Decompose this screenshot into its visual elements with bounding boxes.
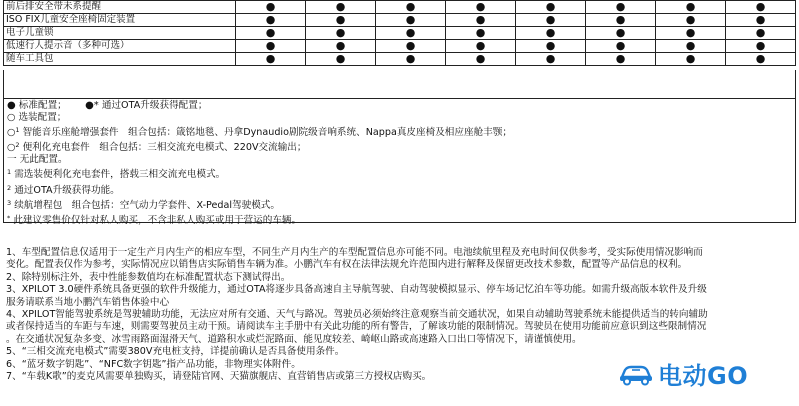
- ota-label: 通过OTA升级获得配置；: [101, 100, 208, 111]
- footnote-2: [7, 182, 792, 197]
- config-value: ●: [376, 40, 446, 53]
- legend-line-standard: [7, 100, 792, 112]
- footnote-4-mark: *: [7, 213, 11, 222]
- note-line: 服务请联系当地小鹏汽车销售体验中心: [6, 296, 170, 308]
- feature-name: 低速行人提示音（多种可选）: [4, 40, 236, 53]
- config-value: ●: [376, 1, 446, 14]
- package-1-text: 智能音乐座舱增强套件 组合包括：箴铭地毯、丹拿Dynaudio剧院级音响系统、Nappa真皮座椅及相应座舱丰颚；: [22, 127, 512, 139]
- footnote-1-mark: 1: [7, 168, 12, 177]
- config-value: ●: [516, 27, 586, 40]
- legend-box: [3, 99, 796, 226]
- logo-text: 电动GO: [658, 361, 749, 390]
- config-value: ●: [376, 14, 446, 27]
- standard-label: 标准配置；: [18, 100, 67, 111]
- spec-table: [3, 0, 796, 66]
- note-line: 或者保持适当的车距与车速，则需要驾驶员主动干预。请阅读车主手册中有关此功能的所有警告，了解该功能的限制情况。驾驶员在使用功能前应意识到这些限制情况: [6, 321, 707, 333]
- footnote-2-mark: 2: [7, 183, 12, 192]
- config-value: ●: [306, 27, 376, 40]
- footnote-2-text: 通过OTA升级获得功能。: [14, 184, 120, 196]
- ota-symbol: ●*: [85, 100, 99, 111]
- footnote-4: [7, 212, 792, 227]
- note-line: 6、“蓝牙数字钥匙”、“NFC数字钥匙”指产品功能，非物理实体附件。: [6, 358, 301, 370]
- table-blank-band: [3, 70, 796, 99]
- config-value: ●: [236, 53, 306, 66]
- config-value: ●: [656, 40, 726, 53]
- config-value: ●: [726, 53, 796, 66]
- footnote-3-mark: 3: [7, 198, 12, 207]
- legend-line-none: [7, 154, 792, 166]
- table-row: [4, 1, 796, 14]
- config-value: ●: [236, 27, 306, 40]
- note-line: 3、XPILOT 3.0硬件系统具备更强的软件升级能力，通过OTA将逐步具备高速自主导航驾驶、自动驾驶模拟显示、停车场记忆泊车等功能。如需升级高版本软件及升级: [6, 284, 707, 296]
- feature-name: 前后排安全带未系提醒: [4, 1, 236, 14]
- legend-line-optional: [7, 112, 792, 124]
- config-value: ●: [236, 14, 306, 27]
- config-value: ●: [516, 1, 586, 14]
- spec-table-body: [4, 1, 796, 66]
- config-value: ●: [236, 40, 306, 53]
- config-value: ●: [656, 27, 726, 40]
- config-value: ●: [306, 1, 376, 14]
- config-value: ●: [656, 1, 726, 14]
- table-row: [4, 27, 796, 40]
- config-value: ●: [726, 1, 796, 14]
- legend-line-package-2: [7, 139, 792, 154]
- config-value: ●: [586, 14, 656, 27]
- config-value: ●: [516, 53, 586, 66]
- config-value: ●: [376, 27, 446, 40]
- config-value: ●: [376, 53, 446, 66]
- config-value: ●: [306, 14, 376, 27]
- note-line: 4、XPILOT智能驾驶系统是驾驶辅助功能，无法应对所有交通、天气与路况。驾驶员必须始终注意观察当前交通状况，如果自动辅助驾驶系统未能提供适当的转向辅助: [6, 309, 708, 321]
- config-value: ●: [586, 40, 656, 53]
- feature-name: 随车工具包: [4, 53, 236, 66]
- package-1-symbol: ○: [7, 127, 16, 139]
- package-1-mark: 1: [15, 126, 20, 135]
- brand-logo: [618, 357, 788, 389]
- optional-label: 选装配置；: [18, 112, 67, 124]
- config-value: ●: [446, 40, 516, 53]
- footnote-3: [7, 197, 792, 212]
- config-value: ●: [726, 27, 796, 40]
- config-value: ●: [446, 53, 516, 66]
- config-value: ●: [236, 1, 306, 14]
- footnote-3-text: 续航增程包 组合包括：空气动力学套件、X-Pedal驾驶模式。: [14, 199, 280, 211]
- config-value: ●: [516, 14, 586, 27]
- config-value: ●: [446, 14, 516, 27]
- footnote-1-text: 需选装便利化充电套件，搭载三相交流充电模式。: [14, 169, 226, 181]
- table-row: [4, 53, 796, 66]
- config-value: ●: [656, 53, 726, 66]
- config-value: ●: [516, 40, 586, 53]
- config-value: ●: [726, 14, 796, 27]
- config-value: ●: [656, 14, 726, 27]
- config-value: ●: [586, 53, 656, 66]
- package-2-text: 便利化充电套件 组合包括：三相交流充电模式、220V交流输出；: [22, 142, 307, 154]
- car-icon: [618, 360, 654, 386]
- legend-line-package-1: [7, 124, 792, 139]
- config-value: ●: [446, 27, 516, 40]
- table-row: [4, 40, 796, 53]
- config-value: ●: [446, 1, 516, 14]
- none-label: 无此配置。: [19, 154, 68, 166]
- config-value: ●: [586, 27, 656, 40]
- table-row: [4, 14, 796, 27]
- footnote-4-text: 此建议零售价仅针对私人购买，不含非私人购买或用于营运的车辆。: [13, 214, 302, 226]
- config-value: ●: [306, 53, 376, 66]
- note-line: 5、“三相交流充电模式”需要380V充电桩支持，详提前确认是否具备使用条件。: [6, 346, 345, 358]
- config-value: ●: [586, 1, 656, 14]
- footnote-1: [7, 166, 792, 181]
- none-symbol: 一: [7, 154, 17, 166]
- note-line: 。在交通状况复杂多变、冰雪雨路面湿滑天气、道路积水或烂泥路面、能见度较差、崎岖山路或高速路入口出口等情况下，请谨慎使用。: [6, 333, 582, 345]
- note-line: 7、“车载K歌”的麦克风需要单独购买，请登陆官网、天猫旗舰店、直营销售店或第三方授权店购买。: [6, 371, 432, 383]
- feature-name: ISO FIX儿童安全座椅固定装置: [4, 14, 236, 27]
- optional-symbol: ○: [7, 112, 16, 124]
- config-value: ●: [306, 40, 376, 53]
- standard-symbol: ●: [7, 100, 16, 111]
- package-2-mark: 2: [15, 141, 20, 150]
- feature-name: 电子儿童锁: [4, 27, 236, 40]
- note-line: 变化。配置表仅作为参考，实际情况应以销售店实际销售车辆为准。小鹏汽车有权在法律法规允许范围内进行解释及保留更改技术参数，配置等产品信息的权利。: [6, 259, 688, 271]
- config-value: ●: [726, 40, 796, 53]
- note-line: 1、车型配置信息仅适用于一定生产月内生产的相应车型，不同生产月内生产的车型配置信息亦可能不同。电池续航里程及充电时间仅供参考，受实际使用情况影响而: [6, 247, 703, 258]
- package-2-symbol: ○: [7, 142, 16, 154]
- note-line: 2、除特别标注外，表中性能参数值均在标准配置状态下测试得出。: [6, 271, 291, 283]
